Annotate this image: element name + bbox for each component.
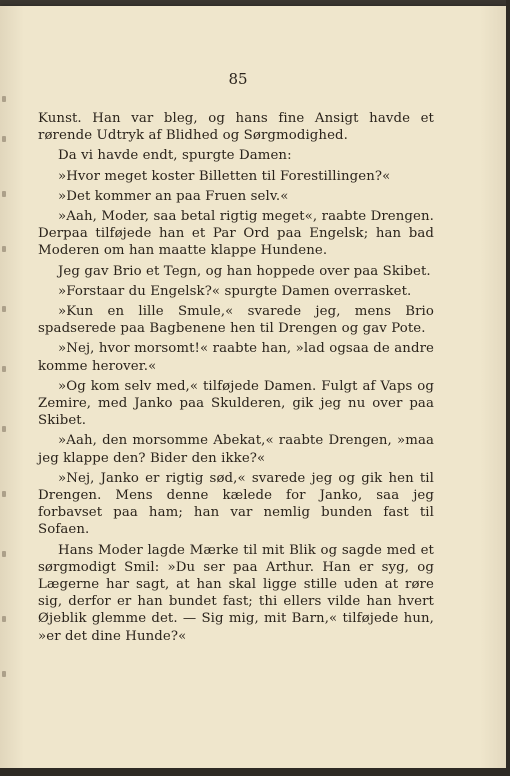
paragraph: Jeg gav Brio et Tegn, og han hoppede over paa Skibet. (58, 263, 431, 279)
paragraph: »Hvor meget koster Billetten til Forestillingen?« (58, 168, 391, 184)
paragraph: »Nej, hvor morsomt!« raabte han, »lad ogsaa de andre komme herover.« (38, 341, 434, 374)
paragraph: »Aah, Moder, saa betal rigtig meget«, raabte Drengen. Derpaa tilføjede han et Par Ord paa Engelsk; han bad Moderen om han maatte klappe Hundene. (38, 209, 434, 259)
page-text (38, 110, 434, 648)
scan-bottom-border (0, 768, 510, 776)
paragraph: Hans Moder lagde Mærke til mit Blik og sagde med et sørgmodigt Smil: »Du ser paa Arthur. Han er syg, og Lægerne har sagt, at han skal ligge stille uden at røre sig, derfor er han bundet fast; thi ellers vilde han hvert Øjeblik glemme det. — Sig mig, mit Barn,« tilføjede hun, »er det dine Hunde?« (38, 542, 434, 644)
paragraph: »Og kom selv med,« tilføjede Damen. Fulgt af Vaps og Zemire, med Janko paa Skulderen, gik jeg nu over paa Skibet. (38, 378, 434, 429)
page-number: 85 (228, 70, 248, 88)
book-page (0, 6, 506, 768)
paragraph: »Aah, den morsomme Abekat,« raabte Drengen, »maa jeg klappe den? Bider den ikke?« (38, 433, 434, 466)
scan-right-border (506, 0, 510, 776)
page-edge-marks (0, 96, 10, 696)
paragraph: »Nej, Janko er rigtig sød,« svarede jeg og gik hen til Drengen. Mens denne kælede for Janko, saa jeg forbavset paa ham; han var nemlig bunden fast til Sofaen. (38, 470, 434, 538)
paragraph: »Forstaar du Engelsk?« spurgte Damen overrasket. (58, 283, 412, 299)
paragraph: Da vi havde endt, spurgte Damen: (58, 148, 292, 164)
paragraph: »Det kommer an paa Fruen selv.« (58, 188, 289, 204)
paragraph: »Kun en lille Smule,« svarede jeg, mens Brio spadserede paa Bagbenene hen til Drengen og gav Pote. (38, 304, 434, 337)
paragraph: Kunst. Han var bleg, og hans fine Ansigt havde et rørende Udtryk af Blidhed og Sørgmodighed. (38, 111, 434, 144)
